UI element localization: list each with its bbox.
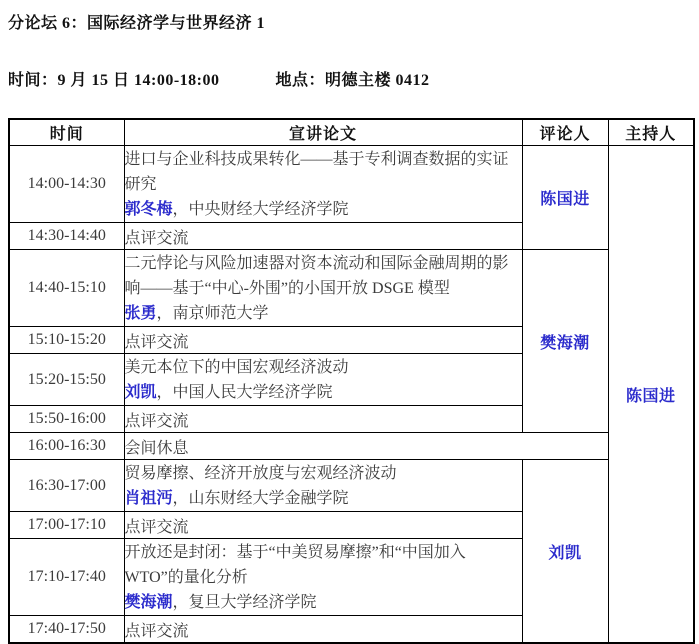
paper-title: 美元本位下的中国宏观经济波动 (124, 358, 349, 376)
session-meta (8, 67, 693, 90)
paper-title: 贸易摩擦、经济开放度与宏观经济波动 (124, 464, 397, 482)
time-cell: 17:10-17:40 (9, 539, 124, 616)
table-row (9, 250, 694, 327)
paper-cell (124, 250, 522, 327)
presenter-name: 肖祖沔 (124, 489, 173, 507)
column-header-host: 主持人 (608, 119, 694, 146)
column-header-paper: 宣讲论文 (124, 119, 522, 146)
presenter-line (125, 197, 522, 222)
forum-title: 分论坛 6：国际经济学与世界经济 1 (8, 15, 266, 32)
discussion-cell: 点评交流 (124, 327, 522, 354)
presenter-line (125, 486, 522, 511)
commenter-cell: 樊海潮 (522, 250, 608, 433)
presenter-name: 郭冬梅 (124, 200, 173, 218)
column-header-time: 时间 (9, 119, 124, 146)
presenter-name: 张勇 (124, 304, 157, 322)
paper-cell (124, 146, 522, 223)
session-venue: 地点：明德主楼 0412 (275, 72, 430, 89)
time-cell: 16:30-17:00 (9, 460, 124, 512)
time-cell: 14:00-14:30 (9, 146, 124, 223)
table-row (9, 433, 694, 460)
presenter-name: 刘凯 (124, 383, 157, 401)
paper-cell (124, 354, 522, 406)
presenter-affiliation: ，中央财经大学经济学院 (172, 200, 349, 218)
presenter-name: 樊海潮 (124, 593, 173, 611)
table-row (9, 460, 694, 512)
time-cell: 14:30-14:40 (9, 223, 124, 250)
discussion-cell: 点评交流 (124, 512, 522, 539)
time-cell: 15:20-15:50 (9, 354, 124, 406)
time-cell: 15:50-16:00 (9, 406, 124, 433)
paper-cell (124, 460, 522, 512)
presenter-affiliation: ，中国人民大学经济学院 (156, 383, 333, 401)
time-cell: 14:40-15:10 (9, 250, 124, 327)
commenter-cell: 刘凯 (522, 460, 608, 644)
paper-cell (124, 539, 522, 616)
time-cell: 16:00-16:30 (9, 433, 124, 460)
paper-title: 二元悖论与风险加速器对资本流动和国际金融周期的影响——基于“中心-外围”的小国开放 DSGE 模型 (124, 254, 509, 297)
discussion-cell: 点评交流 (124, 406, 522, 433)
schedule-table (8, 118, 695, 644)
discussion-cell: 点评交流 (124, 223, 522, 250)
discussion-cell: 点评交流 (124, 616, 522, 644)
column-header-commenter: 评论人 (522, 119, 608, 146)
paper-title: 开放还是封闭：基于“中美贸易摩擦”和“中国加入WTO”的量化分析 (124, 543, 466, 586)
commenter-cell: 陈国进 (522, 146, 608, 250)
presenter-line (125, 590, 522, 615)
table-row (9, 146, 694, 223)
session-time: 时间：9 月 15 日 14:00-18:00 (8, 72, 220, 89)
paper-title: 进口与企业科技成果转化——基于专利调查数据的实证研究 (124, 150, 509, 193)
presenter-affiliation: ，山东财经大学金融学院 (172, 489, 349, 507)
presenter-affiliation: ，南京师范大学 (156, 304, 269, 322)
time-cell: 17:00-17:10 (9, 512, 124, 539)
presenter-line (125, 301, 522, 326)
break-cell: 会间休息 (124, 433, 608, 460)
presenter-affiliation: ，复旦大学经济学院 (172, 593, 317, 611)
presenter-line (125, 380, 522, 405)
time-cell: 17:40-17:50 (9, 616, 124, 644)
time-cell: 15:10-15:20 (9, 327, 124, 354)
header-row (9, 119, 694, 146)
host-cell: 陈国进 (608, 146, 694, 644)
